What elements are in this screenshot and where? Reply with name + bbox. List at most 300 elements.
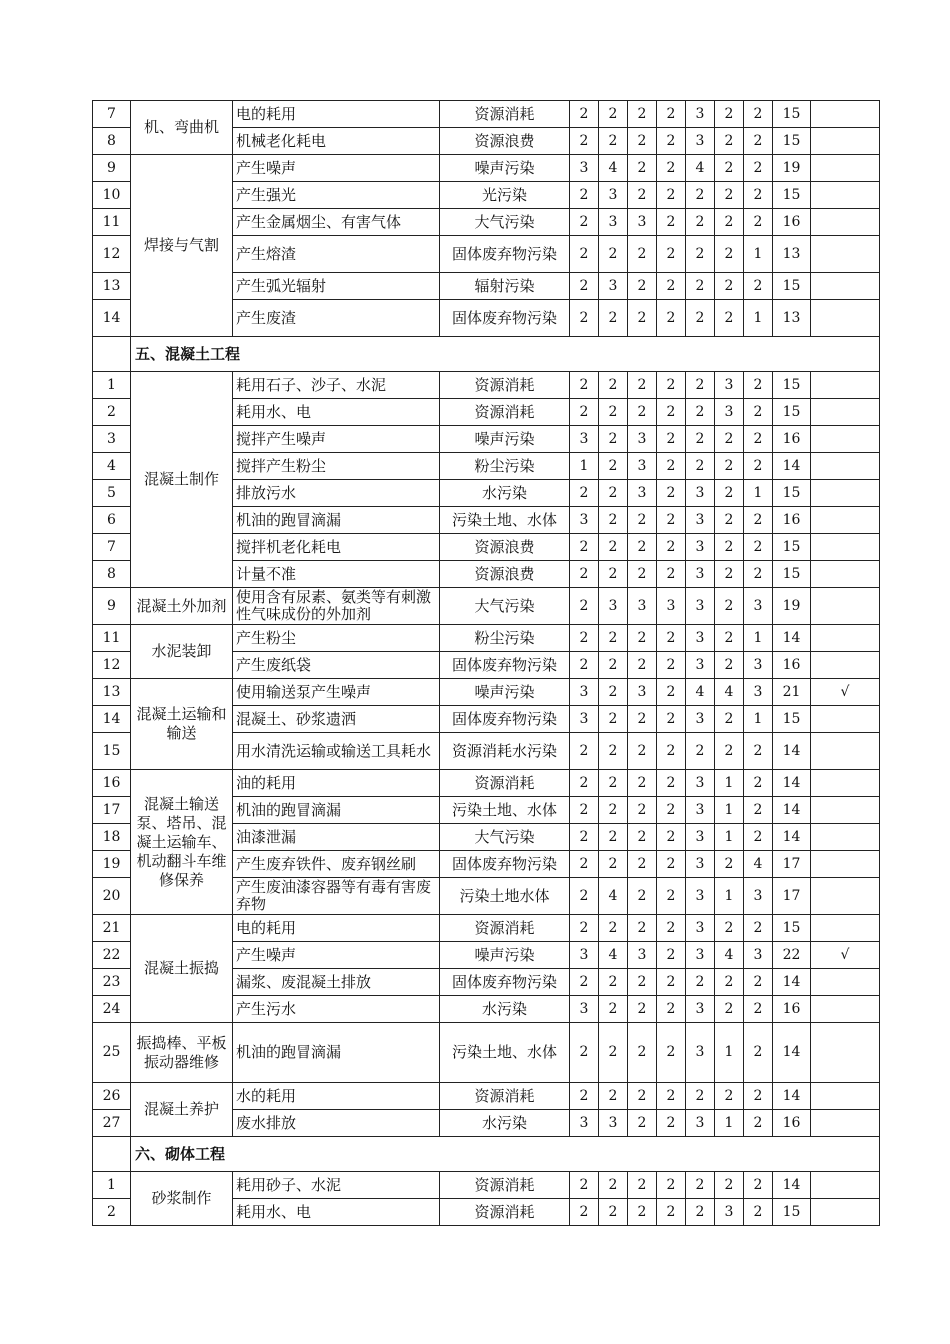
score-cell: 3 <box>686 878 715 915</box>
score-cell: 2 <box>599 1023 628 1083</box>
score-cell: 3 <box>686 706 715 733</box>
impact-cell: 水污染 <box>440 1110 570 1137</box>
impact-cell: 水污染 <box>440 480 570 507</box>
score-cell: 2 <box>715 507 744 534</box>
row-number: 22 <box>93 942 131 969</box>
score-cell: 2 <box>657 399 686 426</box>
row-number: 8 <box>93 128 131 155</box>
score-cell: 2 <box>686 453 715 480</box>
score-cell: 2 <box>599 652 628 679</box>
significance-mark <box>811 1083 880 1110</box>
score-cell: 1 <box>715 824 744 851</box>
score-cell: 2 <box>628 273 657 300</box>
activity-cell: 机油的跑冒滴漏 <box>233 797 440 824</box>
score-cell: 2 <box>599 561 628 588</box>
impact-cell: 资源浪费 <box>440 128 570 155</box>
score-cell: 3 <box>599 1110 628 1137</box>
score-cell: 1 <box>570 453 599 480</box>
score-cell: 2 <box>715 706 744 733</box>
total-score: 14 <box>773 969 811 996</box>
score-cell: 2 <box>744 182 773 209</box>
row-number: 7 <box>93 101 131 128</box>
score-cell: 2 <box>657 915 686 942</box>
score-cell: 2 <box>570 797 599 824</box>
table-row <box>93 625 880 652</box>
score-cell: 2 <box>570 182 599 209</box>
score-cell: 2 <box>744 453 773 480</box>
score-cell: 2 <box>628 733 657 770</box>
impact-cell: 资源消耗水污染 <box>440 733 570 770</box>
significance-mark <box>811 372 880 399</box>
score-cell: 1 <box>744 236 773 273</box>
score-cell: 2 <box>599 372 628 399</box>
significance-mark <box>811 915 880 942</box>
activity-cell: 漏浆、废混凝土排放 <box>233 969 440 996</box>
score-cell: 2 <box>744 426 773 453</box>
score-cell: 2 <box>744 996 773 1023</box>
total-score: 13 <box>773 236 811 273</box>
score-cell: 2 <box>599 706 628 733</box>
score-cell: 1 <box>744 706 773 733</box>
activity-cell: 水的耗用 <box>233 1083 440 1110</box>
score-cell: 2 <box>715 128 744 155</box>
table-row <box>93 1023 880 1083</box>
activity-cell: 耗用石子、沙子、水泥 <box>233 372 440 399</box>
score-cell: 2 <box>715 182 744 209</box>
total-score: 19 <box>773 155 811 182</box>
activity-cell: 搅拌产生粉尘 <box>233 453 440 480</box>
impact-cell: 大气污染 <box>440 824 570 851</box>
score-cell: 2 <box>570 101 599 128</box>
impact-cell: 粉尘污染 <box>440 453 570 480</box>
score-cell: 1 <box>744 300 773 337</box>
impact-cell: 固体废弃物污染 <box>440 706 570 733</box>
impact-cell: 噪声污染 <box>440 679 570 706</box>
score-cell: 2 <box>657 209 686 236</box>
row-number: 4 <box>93 453 131 480</box>
score-cell: 2 <box>657 534 686 561</box>
score-cell: 3 <box>657 588 686 625</box>
activity-cell: 计量不准 <box>233 561 440 588</box>
total-score: 16 <box>773 996 811 1023</box>
impact-cell: 资源消耗 <box>440 1199 570 1226</box>
score-cell: 2 <box>570 273 599 300</box>
row-number: 1 <box>93 372 131 399</box>
total-score: 15 <box>773 561 811 588</box>
table-row <box>93 1172 880 1199</box>
score-cell: 2 <box>686 236 715 273</box>
score-cell: 2 <box>570 625 599 652</box>
impact-cell: 污染土地、水体 <box>440 1023 570 1083</box>
row-number: 19 <box>93 851 131 878</box>
total-score: 19 <box>773 588 811 625</box>
total-score: 17 <box>773 878 811 915</box>
row-number: 3 <box>93 426 131 453</box>
total-score: 14 <box>773 733 811 770</box>
impact-cell: 固体废弃物污染 <box>440 652 570 679</box>
score-cell: 2 <box>599 679 628 706</box>
score-cell: 2 <box>744 209 773 236</box>
row-number: 21 <box>93 915 131 942</box>
significance-mark <box>811 561 880 588</box>
score-cell: 2 <box>599 507 628 534</box>
process-cell: 焊接与气割 <box>131 155 233 337</box>
score-cell: 3 <box>686 652 715 679</box>
score-cell: 2 <box>570 1172 599 1199</box>
significance-mark: √ <box>811 679 880 706</box>
score-cell: 2 <box>715 300 744 337</box>
score-cell: 2 <box>628 851 657 878</box>
score-cell: 3 <box>570 996 599 1023</box>
score-cell: 2 <box>686 733 715 770</box>
activity-cell: 使用含有尿素、氨类等有刺激性气味成份的外加剂 <box>233 588 440 625</box>
score-cell: 2 <box>599 797 628 824</box>
score-cell: 2 <box>599 996 628 1023</box>
score-cell: 3 <box>715 399 744 426</box>
score-cell: 2 <box>686 372 715 399</box>
score-cell: 2 <box>657 770 686 797</box>
score-cell: 2 <box>744 915 773 942</box>
score-cell: 2 <box>744 733 773 770</box>
score-cell: 2 <box>686 182 715 209</box>
score-cell: 2 <box>657 273 686 300</box>
total-score: 22 <box>773 942 811 969</box>
score-cell: 2 <box>628 969 657 996</box>
process-cell: 混凝土制作 <box>131 372 233 588</box>
score-cell: 2 <box>715 733 744 770</box>
activity-cell: 废水排放 <box>233 1110 440 1137</box>
score-cell: 2 <box>715 625 744 652</box>
total-score: 16 <box>773 1110 811 1137</box>
score-cell: 3 <box>715 1199 744 1226</box>
score-cell: 2 <box>657 155 686 182</box>
activity-cell: 产生噪声 <box>233 942 440 969</box>
impact-cell: 光污染 <box>440 182 570 209</box>
total-score: 16 <box>773 652 811 679</box>
impact-cell: 资源浪费 <box>440 534 570 561</box>
total-score: 21 <box>773 679 811 706</box>
activity-cell: 产生污水 <box>233 996 440 1023</box>
impact-cell: 噪声污染 <box>440 426 570 453</box>
significance-mark <box>811 480 880 507</box>
row-number: 2 <box>93 399 131 426</box>
row-number: 23 <box>93 969 131 996</box>
significance-mark <box>811 273 880 300</box>
score-cell: 2 <box>570 209 599 236</box>
total-score: 15 <box>773 480 811 507</box>
significance-mark <box>811 300 880 337</box>
section-number-cell <box>93 1137 131 1172</box>
activity-cell: 搅拌产生噪声 <box>233 426 440 453</box>
impact-cell: 粉尘污染 <box>440 625 570 652</box>
score-cell: 3 <box>599 588 628 625</box>
section-header-row <box>93 1137 880 1172</box>
score-cell: 2 <box>599 426 628 453</box>
score-cell: 2 <box>628 996 657 1023</box>
score-cell: 2 <box>657 182 686 209</box>
significance-mark <box>811 128 880 155</box>
significance-mark <box>811 588 880 625</box>
score-cell: 2 <box>570 1083 599 1110</box>
score-cell: 3 <box>686 915 715 942</box>
significance-mark <box>811 625 880 652</box>
process-cell: 水泥装卸 <box>131 625 233 679</box>
significance-mark <box>811 1110 880 1137</box>
significance-mark <box>811 851 880 878</box>
score-cell: 2 <box>599 101 628 128</box>
score-cell: 2 <box>599 770 628 797</box>
impact-cell: 资源消耗 <box>440 101 570 128</box>
row-number: 2 <box>93 1199 131 1226</box>
score-cell: 2 <box>657 1083 686 1110</box>
score-cell: 2 <box>715 851 744 878</box>
score-cell: 2 <box>570 480 599 507</box>
significance-mark <box>811 534 880 561</box>
significance-mark <box>811 797 880 824</box>
score-cell: 2 <box>657 969 686 996</box>
score-cell: 2 <box>744 969 773 996</box>
table-row <box>93 770 880 797</box>
score-cell: 2 <box>744 797 773 824</box>
score-cell: 2 <box>657 300 686 337</box>
score-cell: 1 <box>744 480 773 507</box>
row-number: 11 <box>93 209 131 236</box>
score-cell: 2 <box>628 561 657 588</box>
score-cell: 2 <box>570 770 599 797</box>
score-cell: 2 <box>657 236 686 273</box>
score-cell: 2 <box>628 797 657 824</box>
total-score: 14 <box>773 1083 811 1110</box>
score-cell: 2 <box>570 399 599 426</box>
score-cell: 2 <box>570 236 599 273</box>
activity-cell: 耗用砂子、水泥 <box>233 1172 440 1199</box>
total-score: 15 <box>773 706 811 733</box>
activity-cell: 产生废渣 <box>233 300 440 337</box>
significance-mark <box>811 770 880 797</box>
score-cell: 2 <box>599 1172 628 1199</box>
score-cell: 2 <box>715 101 744 128</box>
process-cell: 混凝土输送泵、塔吊、混凝土运输车、机动翻斗车维修保养 <box>131 770 233 915</box>
score-cell: 3 <box>744 652 773 679</box>
score-cell: 3 <box>628 209 657 236</box>
score-cell: 2 <box>657 942 686 969</box>
activity-cell: 产生废弃铁件、废弃钢丝刷 <box>233 851 440 878</box>
score-cell: 3 <box>599 209 628 236</box>
significance-mark <box>811 1199 880 1226</box>
score-cell: 2 <box>657 797 686 824</box>
section-header-row <box>93 337 880 372</box>
significance-mark <box>811 236 880 273</box>
total-score: 14 <box>773 770 811 797</box>
row-number: 7 <box>93 534 131 561</box>
score-cell: 2 <box>628 1172 657 1199</box>
table-row <box>93 588 880 625</box>
score-cell: 2 <box>570 1199 599 1226</box>
score-cell: 2 <box>570 733 599 770</box>
activity-cell: 油漆泄漏 <box>233 824 440 851</box>
row-number: 20 <box>93 878 131 915</box>
score-cell: 2 <box>628 915 657 942</box>
score-cell: 2 <box>715 588 744 625</box>
row-number: 14 <box>93 300 131 337</box>
score-cell: 2 <box>570 878 599 915</box>
score-cell: 2 <box>715 155 744 182</box>
score-cell: 3 <box>686 851 715 878</box>
score-cell: 2 <box>657 507 686 534</box>
impact-cell: 固体废弃物污染 <box>440 300 570 337</box>
score-cell: 2 <box>570 1023 599 1083</box>
score-cell: 2 <box>715 652 744 679</box>
score-cell: 2 <box>599 824 628 851</box>
score-cell: 2 <box>599 851 628 878</box>
score-cell: 2 <box>570 588 599 625</box>
score-cell: 2 <box>628 652 657 679</box>
score-cell: 3 <box>570 426 599 453</box>
impact-cell: 资源消耗 <box>440 770 570 797</box>
score-cell: 2 <box>744 824 773 851</box>
score-cell: 3 <box>686 770 715 797</box>
activity-cell: 机油的跑冒滴漏 <box>233 507 440 534</box>
score-cell: 2 <box>657 996 686 1023</box>
row-number: 10 <box>93 182 131 209</box>
total-score: 14 <box>773 797 811 824</box>
score-cell: 2 <box>744 1172 773 1199</box>
activity-cell: 电的耗用 <box>233 101 440 128</box>
impact-cell: 水污染 <box>440 996 570 1023</box>
score-cell: 3 <box>744 942 773 969</box>
score-cell: 2 <box>570 824 599 851</box>
impact-cell: 噪声污染 <box>440 155 570 182</box>
score-cell: 2 <box>570 969 599 996</box>
impact-cell: 噪声污染 <box>440 942 570 969</box>
activity-cell: 机油的跑冒滴漏 <box>233 1023 440 1083</box>
score-cell: 2 <box>715 561 744 588</box>
activity-cell: 产生金属烟尘、有害气体 <box>233 209 440 236</box>
total-score: 14 <box>773 1172 811 1199</box>
score-cell: 3 <box>686 480 715 507</box>
total-score: 15 <box>773 273 811 300</box>
score-cell: 2 <box>628 1199 657 1226</box>
score-cell: 3 <box>686 561 715 588</box>
activity-cell: 产生废纸袋 <box>233 652 440 679</box>
score-cell: 2 <box>715 273 744 300</box>
score-cell: 3 <box>686 942 715 969</box>
significance-mark <box>811 706 880 733</box>
environmental-factor-table <box>92 100 880 1226</box>
score-cell: 2 <box>657 851 686 878</box>
activity-cell: 耗用水、电 <box>233 1199 440 1226</box>
row-number: 16 <box>93 770 131 797</box>
score-cell: 2 <box>570 534 599 561</box>
activity-cell: 耗用水、电 <box>233 399 440 426</box>
score-cell: 2 <box>657 372 686 399</box>
score-cell: 2 <box>628 824 657 851</box>
score-cell: 2 <box>715 1172 744 1199</box>
score-cell: 2 <box>599 128 628 155</box>
score-cell: 2 <box>686 300 715 337</box>
table-row <box>93 372 880 399</box>
score-cell: 2 <box>628 625 657 652</box>
score-cell: 2 <box>657 1110 686 1137</box>
row-number: 15 <box>93 733 131 770</box>
score-cell: 2 <box>715 426 744 453</box>
score-cell: 3 <box>599 273 628 300</box>
score-cell: 2 <box>657 1199 686 1226</box>
process-cell: 混凝土运输和输送 <box>131 679 233 770</box>
score-cell: 2 <box>628 155 657 182</box>
score-cell: 3 <box>570 942 599 969</box>
row-number: 26 <box>93 1083 131 1110</box>
significance-mark <box>811 1023 880 1083</box>
significance-mark <box>811 399 880 426</box>
activity-cell: 电的耗用 <box>233 915 440 942</box>
score-cell: 3 <box>715 372 744 399</box>
score-cell: 3 <box>686 625 715 652</box>
score-cell: 2 <box>715 480 744 507</box>
row-number: 25 <box>93 1023 131 1083</box>
score-cell: 3 <box>744 588 773 625</box>
score-cell: 2 <box>657 706 686 733</box>
score-cell: 2 <box>628 182 657 209</box>
score-cell: 2 <box>628 300 657 337</box>
row-number: 14 <box>93 706 131 733</box>
significance-mark <box>811 101 880 128</box>
score-cell: 3 <box>686 534 715 561</box>
activity-cell: 产生噪声 <box>233 155 440 182</box>
score-cell: 3 <box>570 155 599 182</box>
score-cell: 2 <box>657 1172 686 1199</box>
table-row <box>93 679 880 706</box>
score-cell: 2 <box>628 101 657 128</box>
score-cell: 2 <box>599 915 628 942</box>
score-cell: 2 <box>744 770 773 797</box>
score-cell: 3 <box>599 182 628 209</box>
score-cell: 4 <box>599 878 628 915</box>
score-cell: 2 <box>686 1172 715 1199</box>
significance-mark: √ <box>811 942 880 969</box>
significance-mark <box>811 996 880 1023</box>
score-cell: 3 <box>686 507 715 534</box>
score-cell: 2 <box>715 1083 744 1110</box>
score-cell: 4 <box>715 942 744 969</box>
score-cell: 3 <box>686 588 715 625</box>
row-number: 1 <box>93 1172 131 1199</box>
total-score: 15 <box>773 915 811 942</box>
score-cell: 3 <box>628 679 657 706</box>
total-score: 16 <box>773 209 811 236</box>
score-cell: 4 <box>744 851 773 878</box>
score-cell: 2 <box>657 1023 686 1083</box>
score-cell: 2 <box>628 770 657 797</box>
score-cell: 2 <box>657 878 686 915</box>
score-cell: 3 <box>686 1023 715 1083</box>
impact-cell: 大气污染 <box>440 588 570 625</box>
score-cell: 3 <box>686 101 715 128</box>
score-cell: 2 <box>657 480 686 507</box>
total-score: 15 <box>773 101 811 128</box>
row-number: 17 <box>93 797 131 824</box>
score-cell: 2 <box>628 1083 657 1110</box>
score-cell: 2 <box>657 652 686 679</box>
document-page <box>92 100 879 1226</box>
score-cell: 2 <box>686 399 715 426</box>
impact-cell: 污染土地、水体 <box>440 797 570 824</box>
process-cell: 混凝土振捣 <box>131 915 233 1023</box>
impact-cell: 资源消耗 <box>440 399 570 426</box>
score-cell: 2 <box>599 1199 628 1226</box>
score-cell: 2 <box>686 273 715 300</box>
row-number: 12 <box>93 236 131 273</box>
